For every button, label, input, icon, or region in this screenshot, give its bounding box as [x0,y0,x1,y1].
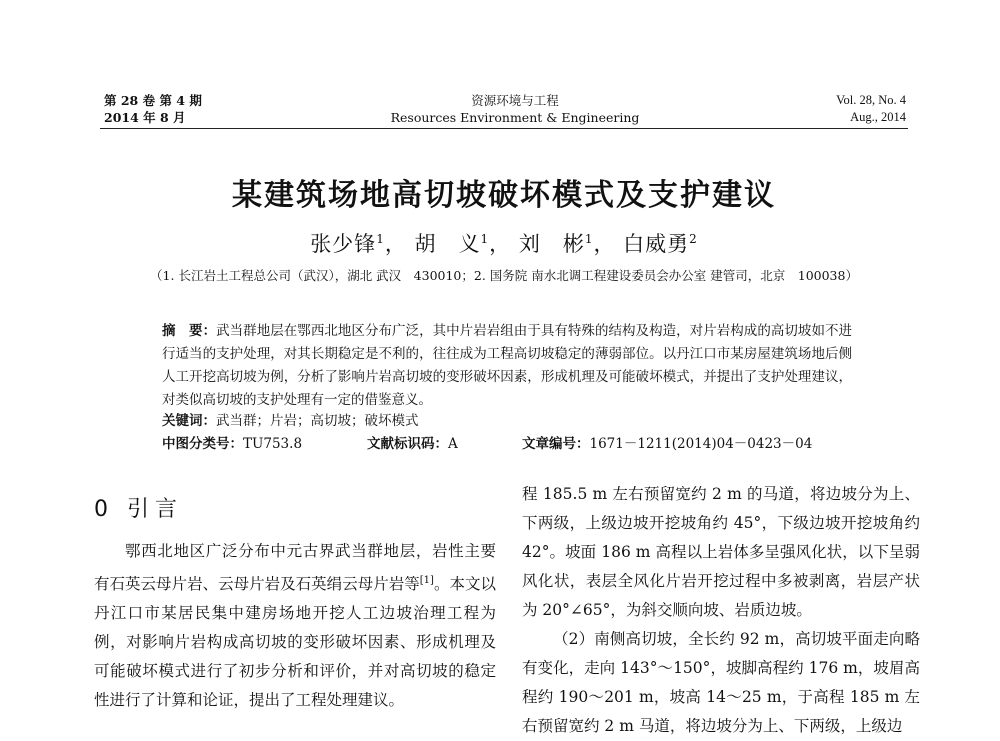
slope-description-paragraph: 程 185.5 m 左右预留宽约 2 m 的马道，将边坡分为上、下两级，上级边坡开挖坡角约 45°，下级边坡开挖坡角约 42°。坡面 186 m 高程以上岩体多呈强风化状，以下呈弱风化状，表层全风化片岩开挖过程中多被剥离，岩层产状为 20°∠65°，为斜交顺向坡、岩质边坡。 [522,485,920,619]
journal-name-english: Resources Environment & Engineering [390,110,640,125]
journal-name-chinese: 资源环境与工程 [471,93,559,108]
section-number: 0 [94,497,114,522]
author-separator: ， [384,232,407,256]
volume-issue-text: 第 28 卷 第 4 期 [104,93,202,108]
keywords-text: 武当群；片岩；高切坡；破坏模式 [216,413,419,429]
journal-name [390,92,640,126]
document-code [367,434,458,454]
journal-volume-english [836,92,906,126]
document-code-label: 文献标识码： [367,436,448,452]
affiliation-mark: 2 [689,232,698,246]
publication-date-text: 2014 年 8 月 [104,110,186,125]
abstract-text: 武当群地层在鄂西北地区分布广泛，其中片岩岩组由于具有特殊的结构及构造，对片岩构成的高切坡如不进行适当的支护处理，对其长期稳定是不利的，往往成为工程高切坡稳定的薄弱部位。以丹江口市某房屋建筑场地后侧人工开挖高切坡为例，分析了影响片岩高切坡的变形破坏因素，形成机理及可能破坏模式，并提出了支护处理建议，对类似高切坡的支护处理有一定的借鉴意义。 [162,323,853,408]
article-number-label: 文章编号： [522,436,590,452]
keywords-label: 关键词： [162,413,216,429]
clc-number [162,434,302,454]
abstract-label: 摘 要： [162,323,217,339]
paper-title: 某建筑场地高切坡破坏模式及支护建议 [232,178,776,213]
clc-label: 中图分类号： [162,436,243,452]
date-english-text: Aug., 2014 [850,110,906,124]
document-code-value: A [448,436,458,452]
affiliation-mark: 1 [480,232,490,246]
article-number-value: 1671－1211(2014)04－0423－04 [589,436,813,452]
citation-reference: [1] [419,575,434,586]
author-affiliations: （1. 长江岩土工程总公司（武汉），湖北 武汉 430010；2. 国务院 南水北调工程建设委员会办公室 建管司，北京 100038） [150,268,858,283]
author-name: 胡 义 [414,232,481,256]
author-separator: ， [489,232,512,256]
author-name: 白威勇 [623,232,690,256]
right-column [522,480,920,741]
header-divider [100,128,908,129]
affiliation-mark: 1 [584,232,594,246]
article-number [522,434,812,454]
clc-value: TU753.8 [243,436,303,452]
author-separator: ， [593,232,616,256]
author-name: 刘 彬 [518,232,585,256]
affiliation-mark: 1 [376,232,385,246]
keywords [162,411,852,431]
paragraph-text: 。本文以丹江口市某居民集中建房场地开挖人工边坡治理工程为例，对影响片岩构成高切坡的变形破坏因素、形成机理及可能破坏模式进行了初步分析和评价，并对高切坡的稳定性进行了计算和论证，提出了工程处理建议。 [94,575,496,710]
author-name: 张少锋 [310,232,377,256]
paragraph-text: 鄂西北地区广泛分布中元古界武当群地层，岩性主要有石英云母片岩、云母片岩及石英绢云母片岩等 [94,542,496,594]
left-column [94,537,496,715]
introduction-paragraph [94,537,496,715]
abstract [162,320,852,412]
author-list [100,228,908,258]
section-title: 引言 [127,497,184,522]
south-slope-paragraph: （2）南侧高切坡，全长约 92 m，高切坡平面走向略有变化，走向 143°～150°，坡脚高程约 176 m，坡眉高程约 190～201 m，坡高 14～25 m，于高程 185 m 左右预留宽约 2 m 马道，将边坡分为上、下两级，上级边 [522,630,920,735]
journal-volume-issue [104,92,202,126]
volume-english-text: Vol. 28, No. 4 [836,93,906,107]
section-heading [94,492,183,523]
